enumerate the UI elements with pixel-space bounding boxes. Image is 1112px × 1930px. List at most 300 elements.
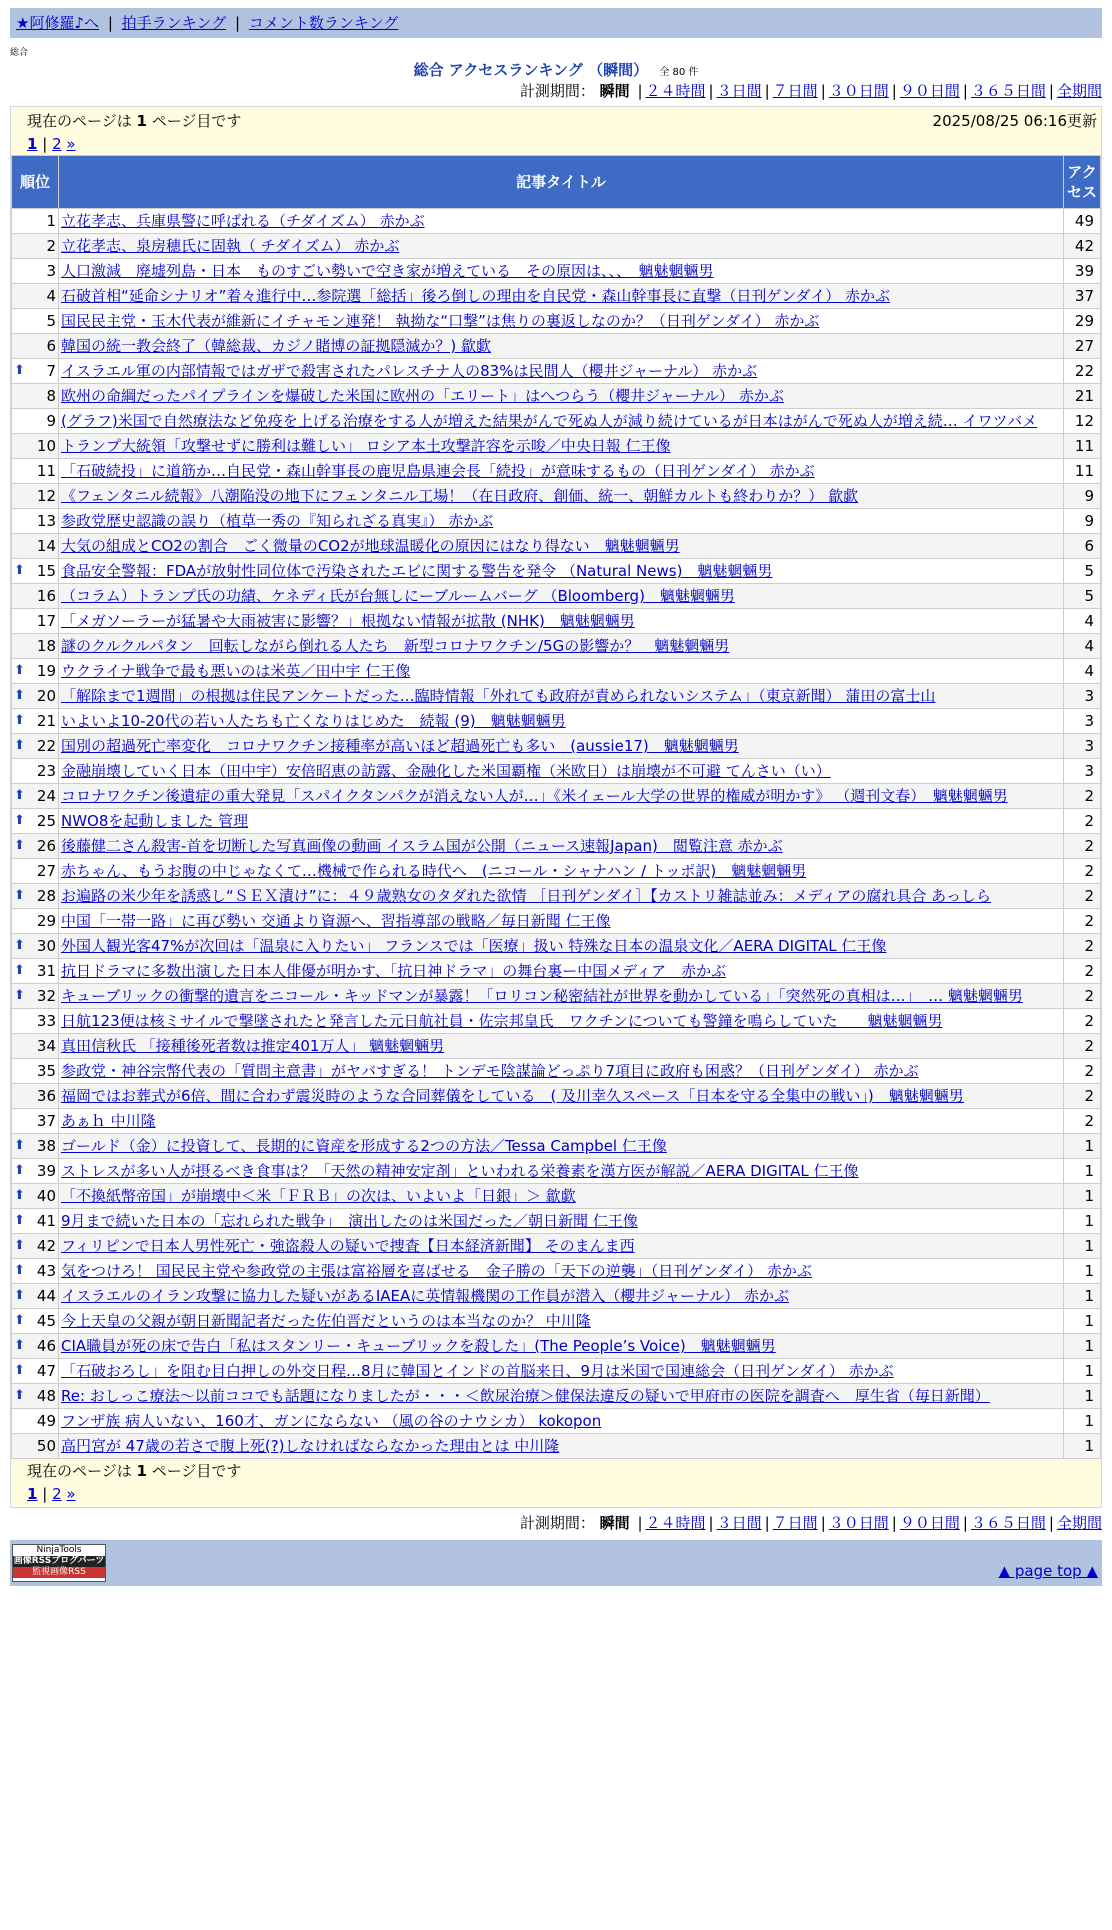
access-count: 1 [1064,1184,1100,1208]
updated-timestamp: 2025/08/25 06:16更新 [932,112,1097,130]
rank-cell [12,1034,58,1058]
rank-up-arrow-icon: ⬆ [14,1288,25,1303]
rank-up-arrow-icon: ⬆ [14,1313,25,1328]
rank-up-arrow-icon: ⬆ [14,713,25,728]
article-title-link[interactable]: 欧州の命綱だったパイプラインを爆破した米国に欧州の「エリート」はへつらう（櫻井ジャーナル） 赤かぶ [61,387,784,405]
rank-up-arrow-icon: ⬆ [14,1238,25,1253]
article-title-link[interactable]: 抗日ドラマに多数出演した日本人俳優が明かす、「抗日神ドラマ」の舞台裏ー中国メディア 赤かぶ [61,962,727,980]
article-title-link[interactable]: NWO8を起動しました 管理 [61,812,249,830]
title-cell [59,209,1063,233]
rank-cell [12,759,58,783]
table-row [12,834,1100,858]
title-cell [59,659,1063,683]
access-count: 3 [1064,709,1100,733]
rank-number: 3 [46,262,56,280]
rank-cell [12,884,58,908]
rank-cell [12,309,58,333]
rank-up-arrow-icon: ⬆ [14,688,25,703]
title-cell [59,434,1063,458]
period-separator: | [1048,82,1054,100]
rank-number: 32 [36,987,56,1005]
period-separator: | [637,82,643,100]
rank-cell [12,1159,58,1183]
rank-cell [12,859,58,883]
ninja-tools-logo[interactable] [12,1544,106,1582]
article-title-link[interactable]: CIA職員が死の床で告白「私はスタンリー・キューブリックを殺した」(The People’s Voice) 魑魅魍魎男 [61,1337,776,1355]
article-title-link[interactable]: 高円宮が 47歳の若さで腹上死(?)しなければならなかった理由とは 中川隆 [61,1437,560,1455]
table-row [12,1409,1100,1433]
table-row [12,1259,1100,1283]
period-separator: | [708,1514,714,1532]
title-cell [59,1334,1063,1358]
rank-number: 12 [36,487,56,505]
rank-number: 28 [36,887,56,905]
rank-number: 6 [46,337,56,355]
ranking-table [11,155,1101,1459]
rank-cell [12,1359,58,1383]
article-title-link[interactable]: 後藤健二さん殺害-首を切断した写真画像の動画 イスラム国が公開（ニュース速報Japan) 閲覧注意 赤かぶ [61,837,783,855]
table-row [12,559,1100,583]
article-title-link[interactable]: ゴールド（金）に投資して、長期的に資産を形成する2つの方法／Tessa Campbel 仁王像 [61,1137,667,1155]
table-row [12,1034,1100,1058]
rank-number: 24 [36,787,56,805]
rank-number: 31 [36,962,56,980]
period-option-1[interactable]: ３日間 [716,1514,762,1532]
period-option-6[interactable]: 全期間 [1056,1514,1102,1532]
table-row [12,884,1100,908]
title-cell [59,1359,1063,1383]
rank-cell [12,784,58,808]
title-cell [59,1259,1063,1283]
table-row [12,859,1100,883]
period-separator: | [820,1514,826,1532]
period-separator: | [820,82,826,100]
rank-number: 9 [46,412,56,430]
page-info-bottom [11,1459,1101,1483]
article-title-link[interactable]: お遍路の米少年を誘惑し“ＳＥＸ漬け”に：４９歳熟女のタダれた欲情 ［日刊ゲンダイ］【カストリ雑誌並み：メディアの腐れ具合 あっしら [61,887,992,905]
article-title-link[interactable]: いよいよ10-20代の若い人たちも亡くなりはじめた 続報 (9) 魑魅魍魎男 [61,712,566,730]
article-title-link[interactable]: 今上天皇の父親が朝日新聞記者だった佐伯晋だというのは本当なのか？ 中川隆 [61,1312,591,1330]
table-row [12,784,1100,808]
access-count: 21 [1064,384,1100,408]
article-title-link[interactable]: 石破首相“延命シナリオ”着々進行中…参院選「総括」後ろ倒しの理由を自民党・森山幹事長に直撃（日刊ゲンダイ） 赤かぶ [61,287,890,305]
rank-cell [12,809,58,833]
title-cell [59,609,1063,633]
title-cell [59,884,1063,908]
title-cell [59,309,1063,333]
period-separator: | [1048,1514,1054,1532]
comment-ranking-link[interactable]: コメント数ランキング [248,14,399,32]
title-cell [59,1034,1063,1058]
article-title-link[interactable]: 人口激減 廃墟列島・日本 ものすごい勢いで空き家が増えている その原因は、、、 魑魅魍魎男 [61,262,714,280]
table-row [12,234,1100,258]
table-row [12,734,1100,758]
ranking-table-body [12,209,1100,1458]
category-label: 総合 [10,48,29,58]
access-count: 11 [1064,459,1100,483]
applause-ranking-link[interactable]: 拍手ランキング [121,14,227,32]
period-separator: | [962,82,968,100]
rank-cell [12,1134,58,1158]
page-1-link[interactable]: 1 [27,1485,38,1503]
nav-separator: | [107,14,113,32]
article-title-link[interactable]: 「石破続投」に道筋か…自民党・森山幹事長の鹿児島県連会長「続投」が意味するもの（日刊ゲンダイ） 赤かぶ [61,462,815,480]
article-title-link[interactable]: あぁｈ 中川隆 [61,1112,156,1130]
rank-cell [12,434,58,458]
period-option-3[interactable]: ３０日間 [828,1514,889,1532]
rank-cell [12,1284,58,1308]
rank-up-arrow-icon: ⬆ [14,988,25,1003]
access-count: 9 [1064,509,1100,533]
article-title-link[interactable]: 「石破おろし」を阻む目白押しの外交日程…8月に韓国とインドの首脳来日、9月は米国で国連総会（日刊ゲンダイ） 赤かぶ [61,1362,894,1380]
title-cell [59,734,1063,758]
access-count: 4 [1064,609,1100,633]
rank-number: 40 [36,1187,56,1205]
rank-cell [12,234,58,258]
rank-cell [12,1084,58,1108]
rank-number: 33 [36,1012,56,1030]
title-cell [59,509,1063,533]
page-info-top [11,109,1101,133]
access-count: 1 [1064,1284,1100,1308]
rank-number: 48 [36,1387,56,1405]
rank-number: 15 [36,562,56,580]
title-cell [59,934,1063,958]
rank-up-arrow-icon: ⬆ [14,963,25,978]
rank-cell [12,334,58,358]
period-option-4[interactable]: ９０日間 [899,82,960,100]
access-count: 27 [1064,334,1100,358]
title-cell [59,1409,1063,1433]
table-row [12,1084,1100,1108]
title-cell [59,259,1063,283]
period-option-2[interactable]: ７日間 [772,1514,818,1532]
access-count: 2 [1064,934,1100,958]
access-count: 12 [1064,409,1100,433]
article-title-link[interactable]: 「メガソーラーが猛暑や大雨被害に影響？」根拠ない情報が拡散 (NHK) 魑魅魍魎男 [61,612,635,630]
article-title-link[interactable]: 赤ちゃん、もうお腹の中じゃなくて…機械で作られる時代へ (ニコール・シャナハン / トッポ訳) 魑魅魍魎男 [61,862,807,880]
logo-line-2: 画像RSSブログパーツ [13,1556,105,1566]
article-title-link[interactable]: 「解除まで1週間」の根拠は住民アンケートだった…臨時情報「外れても政府が責められないシステム」（東京新聞） 蒲田の富士山 [61,687,936,705]
rank-up-arrow-icon: ⬆ [14,888,25,903]
title-cell [59,409,1063,433]
rank-number: 11 [36,462,56,480]
table-row [12,1309,1100,1333]
access-count: 2 [1064,884,1100,908]
rank-number: 49 [36,1412,56,1430]
period-separator: | [891,82,897,100]
page-2-link[interactable]: 2 [52,135,62,153]
table-row [12,509,1100,533]
title-cell [59,1309,1063,1333]
rank-cell [12,1434,58,1458]
rank-number: 13 [36,512,56,530]
title-cell [59,284,1063,308]
access-count: 2 [1064,1109,1100,1133]
title-cell [59,1009,1063,1033]
title-cell [59,1059,1063,1083]
table-row [12,959,1100,983]
table-row [12,759,1100,783]
table-row [12,1359,1100,1383]
table-row [12,284,1100,308]
article-title-link[interactable]: ウクライナ戦争で最も悪いのは米英／田中宇 仁王像 [61,662,411,680]
rank-number: 10 [36,437,56,455]
rank-cell [12,609,58,633]
page-title [0,60,1112,80]
period-current: 瞬間 [599,1514,630,1532]
access-count: 4 [1064,634,1100,658]
access-count: 2 [1064,859,1100,883]
rank-number: 2 [46,237,56,255]
title-cell [59,1109,1063,1133]
period-option-2[interactable]: ７日間 [772,82,818,100]
title-cell [59,1084,1063,1108]
rank-up-arrow-icon: ⬆ [14,788,25,803]
title-cell [59,1284,1063,1308]
article-title-link[interactable]: (グラフ)米国で自然療法など免疫を上げる治療をする人が増えた結果がんで死ぬ人が減り続けているが日本はがんで死ぬ人が増え続… イワツバメ [61,412,1038,430]
rank-cell [12,459,58,483]
article-title-link[interactable]: 福岡ではお葬式が6倍、間に合わず震災時のような合同葬儀をしている ( 及川幸久スペース「日本を守る全集中の戦い」) 魑魅魍魎男 [61,1087,964,1105]
page-title-text: 総合 アクセスランキング （瞬間） [413,61,649,79]
access-count: 2 [1064,834,1100,858]
period-label: 計測期間： [519,82,595,100]
period-option-0[interactable]: ２４時間 [645,82,706,100]
period-option-3[interactable]: ３０日間 [828,82,889,100]
rank-number: 5 [46,312,56,330]
access-count: 2 [1064,984,1100,1008]
rank-cell [12,1209,58,1233]
table-row [12,1134,1100,1158]
access-count: 1 [1064,1209,1100,1233]
title-cell [59,859,1063,883]
access-count: 3 [1064,734,1100,758]
title-cell [59,234,1063,258]
article-title-link[interactable]: 食品安全警報：FDAが放射性同位体で汚染されたエビに関する警告を発令 （Natural News) 魑魅魍魎男 [61,562,773,580]
column-header-access: アクセス [1064,156,1100,208]
article-title-link[interactable]: 立花孝志、泉房穂氏に固執（ チダイズム） 赤かぶ [61,237,400,255]
rank-number: 27 [36,862,56,880]
article-title-link[interactable]: フンザ族 病人いない、160才、ガンにならない （風の谷のナウシカ） kokopon [61,1412,602,1430]
title-cell [59,1434,1063,1458]
table-row [12,1059,1100,1083]
title-cell [59,834,1063,858]
top-nav-bar [10,8,1102,38]
pager-bottom [11,1483,1101,1505]
rank-cell [12,409,58,433]
rank-number: 21 [36,712,56,730]
rank-cell [12,1109,58,1133]
period-selector-top [0,80,1102,102]
article-title-link[interactable]: ストレスが多い人が摂るべき食事は？「天然の精神安定剤」といわれる栄養素を漢方医が解説／AERA DIGITAL 仁王像 [61,1162,859,1180]
table-row [12,659,1100,683]
table-row [12,534,1100,558]
rank-number: 36 [36,1087,56,1105]
table-row [12,309,1100,333]
table-row [12,1334,1100,1358]
period-separator: | [764,1514,770,1532]
article-title-link[interactable]: 日航123便は核ミサイルで撃墜されたと発言した元日航社員・佐宗邦皇氏 ワクチンについても警鐘を鳴らしていた 魑魅魍魎男 [61,1012,943,1030]
table-row [12,709,1100,733]
title-cell [59,709,1063,733]
rank-cell [12,659,58,683]
article-title-link[interactable]: トランプ大統領「攻撃せずに勝利は難しい」 ロシア本土攻撃許容を示唆／中央日報 仁王像 [61,437,671,455]
article-title-link[interactable]: キューブリックの衝撃的遺言をニコール・キッドマンが暴露！「ロリコン秘密結社が世界を動かしている」「突然死の真相は…」 … 魑魅魍魎男 [61,987,1023,1005]
next-page-link[interactable]: » [66,135,76,153]
rank-cell [12,634,58,658]
article-title-link[interactable]: 「不換紙幣帝国」が崩壊中＜米「ＦＲＢ」の次は、いよいよ「日銀」＞ 歙歔 [61,1187,576,1205]
next-page-link[interactable]: » [66,1485,76,1503]
rank-up-arrow-icon: ⬆ [14,1163,25,1178]
current-page-text: 現在のページは 1 ページ目です [27,1462,242,1480]
rank-up-arrow-icon: ⬆ [14,1138,25,1153]
rank-number: 47 [36,1362,56,1380]
article-title-link[interactable]: 中国「一帯一路」に再び勢い 交通より資源へ、習指導部の戦略／毎日新聞 仁王像 [61,912,611,930]
article-title-link[interactable]: 韓国の統一教会終了（韓総裁、カジノ賭博の証拠隠滅か？) 歙歔 [61,337,492,355]
article-title-link[interactable]: 国別の超過死亡率変化 コロナワクチン接種率が高いほど超過死亡も多い (aussie17) 魑魅魍魎男 [61,737,739,755]
period-option-5[interactable]: ３６５日間 [970,82,1046,100]
title-cell [59,384,1063,408]
table-row [12,384,1100,408]
access-count: 1 [1064,1259,1100,1283]
rank-cell [12,709,58,733]
table-row [12,984,1100,1008]
period-links [634,82,1102,100]
table-row [12,1434,1100,1458]
rank-up-arrow-icon: ⬆ [14,1363,25,1378]
article-title-link[interactable]: イスラエル軍の内部情報ではガザで殺害されたパレスチナ人の83%は民間人（櫻井ジャーナル） 赤かぶ [61,362,758,380]
table-row [12,634,1100,658]
logo-line-3: 監視画像RSS [13,1567,105,1578]
current-page-text: 現在のページは 1 ページ目です [27,112,242,130]
article-title-link[interactable]: フィリピンで日本人男性死亡・強盗殺人の疑いで捜査【日本経済新聞】 そのまんま西 [61,1237,635,1255]
access-count: 5 [1064,584,1100,608]
rank-number: 22 [36,737,56,755]
access-count: 1 [1064,1434,1100,1458]
article-title-link[interactable]: 謎のクルクルパタン 回転しながら倒れる人たち 新型コロナワクチン/5Gの影響か？ 魑魅魍魎男 [61,637,730,655]
title-cell [59,809,1063,833]
rank-number: 17 [36,612,56,630]
article-title-link[interactable]: 気をつけろ！ 国民民主党や参政党の主張は富裕層を喜ばせる 金子勝の「天下の逆襲」（日刊ゲンダイ） 赤かぶ [61,1262,812,1280]
rank-cell [12,484,58,508]
article-title-link[interactable]: 《フェンタニル続報》八潮陥没の地下にフェンタニル工場！（在日政府、創価、統一、朝鮮カルトも終わりか？） 歙歔 [61,487,859,505]
logo-line-1: NinjaTools [13,1545,105,1556]
period-separator: | [637,1514,643,1532]
rank-up-arrow-icon: ⬆ [14,1188,25,1203]
rank-cell [12,559,58,583]
rank-cell [12,834,58,858]
period-option-5[interactable]: ３６５日間 [970,1514,1046,1532]
period-links [634,1514,1102,1532]
rank-cell [12,284,58,308]
title-cell [59,759,1063,783]
rank-cell [12,534,58,558]
rank-cell [12,1309,58,1333]
access-count: 1 [1064,1409,1100,1433]
article-title-link[interactable]: 金融崩壊していく日本（田中宇）安倍昭恵の訪露、金融化した米国覇権（米欧日）は崩壊が不可避 てんさい（い） [61,762,831,780]
article-title-link[interactable]: （コラム）トランプ氏の功績、ケネディ氏が台無しにーブルームバーグ （Bloomberg) 魑魅魍魎男 [61,587,735,605]
ranking-frame [10,106,1102,1508]
column-header-title: 記事タイトル [59,156,1063,208]
home-link[interactable]: ★阿修羅♪へ [16,14,100,32]
access-count: 2 [1064,1084,1100,1108]
rank-number: 7 [46,362,56,380]
table-row [12,484,1100,508]
article-title-link[interactable]: コロナワクチン後遺症の重大発見「スパイクタンパクが消えない人が…」《米イェール大学の世界的権威が明かす》 （週刊文春） 魑魅魍魎男 [61,787,1008,805]
rank-number: 45 [36,1312,56,1330]
article-title-link[interactable]: 9月まで続いた日本の「忘れられた戦争」 演出したのは米国だった／朝日新聞 仁王像 [61,1212,638,1230]
table-row [12,1384,1100,1408]
page-2-link[interactable]: 2 [52,1485,62,1503]
period-option-1[interactable]: ３日間 [716,82,762,100]
period-option-0[interactable]: ２４時間 [645,1514,706,1532]
article-title-link[interactable]: 国民民主党・玉木代表が維新にイチャモン連発！ 執拗な“口撃”は焦りの裏返しなのか？（日刊ゲンダイ） 赤かぶ [61,312,820,330]
access-count: 1 [1064,1159,1100,1183]
article-title-link[interactable]: 参政党・神谷宗幣代表の「質問主意書」がヤバすぎる！ トンデモ陰謀論どっぷり7項目に政府も困惑？（日刊ゲンダイ） 赤かぶ [61,1062,919,1080]
table-row [12,1209,1100,1233]
access-count: 2 [1064,959,1100,983]
rank-number: 29 [36,912,56,930]
article-title-link[interactable]: 立花孝志、兵庫県警に呼ばれる（チダイズム） 赤かぶ [61,212,425,230]
table-row [12,684,1100,708]
access-count: 2 [1064,1059,1100,1083]
page-1-link[interactable]: 1 [27,135,38,153]
period-option-6[interactable]: 全期間 [1056,82,1102,100]
rank-up-arrow-icon: ⬆ [14,838,25,853]
title-cell [59,584,1063,608]
rank-number: 41 [36,1212,56,1230]
article-title-link[interactable]: 外国人観光客47%が次回は「温泉に入りたい」 フランスでは「医療」扱い 特殊な日本の温泉文化／AERA DIGITAL 仁王像 [61,937,887,955]
article-title-link[interactable]: 真田信秋氏 「接種後死者数は推定401万人」 魑魅魍魎男 [61,1037,445,1055]
rank-cell [12,1234,58,1258]
title-cell [59,1159,1063,1183]
rank-cell [12,984,58,1008]
rank-cell [12,209,58,233]
article-title-link[interactable]: Re: おしっこ療法～以前ココでも話題になりましたが・・・＜飲尿治療＞健保法違反の疑いで甲府市の医院を調査へ 厚生省（毎日新聞） [61,1387,990,1405]
table-row [12,1284,1100,1308]
rank-number: 42 [36,1237,56,1255]
article-title-link[interactable]: 大気の組成とCO2の割合 ごく微量のCO2が地球温暖化の原因にはなり得ない 魑魅魍魎男 [61,537,680,555]
rank-cell [12,1409,58,1433]
title-cell [59,1184,1063,1208]
rank-cell [12,1184,58,1208]
period-option-4[interactable]: ９０日間 [899,1514,960,1532]
rank-number: 19 [36,662,56,680]
table-row [12,1159,1100,1183]
rank-cell [12,1059,58,1083]
article-title-link[interactable]: 参政党歴史認識の誤り（植草一秀の『知られざる真実』） 赤かぶ [61,512,494,530]
rank-number: 1 [46,212,56,230]
access-count: 1 [1064,1234,1100,1258]
pager-top [11,133,1101,155]
period-label: 計測期間： [519,1514,595,1532]
table-row [12,809,1100,833]
rank-number: 16 [36,587,56,605]
table-row [12,259,1100,283]
access-count: 11 [1064,434,1100,458]
rank-cell [12,384,58,408]
table-row [12,1184,1100,1208]
article-title-link[interactable]: イスラエルのイラン攻撃に協力した疑いがあるIAEAに英情報機関の工作員が潜入（櫻井ジャーナル） 赤かぶ [61,1287,789,1305]
title-cell [59,559,1063,583]
page-top-link[interactable]: ▲ page top ▲ [998,1562,1098,1580]
access-count: 1 [1064,1134,1100,1158]
rank-number: 46 [36,1337,56,1355]
table-row [12,909,1100,933]
rank-number: 4 [46,287,56,305]
access-count: 1 [1064,1359,1100,1383]
title-cell [59,634,1063,658]
